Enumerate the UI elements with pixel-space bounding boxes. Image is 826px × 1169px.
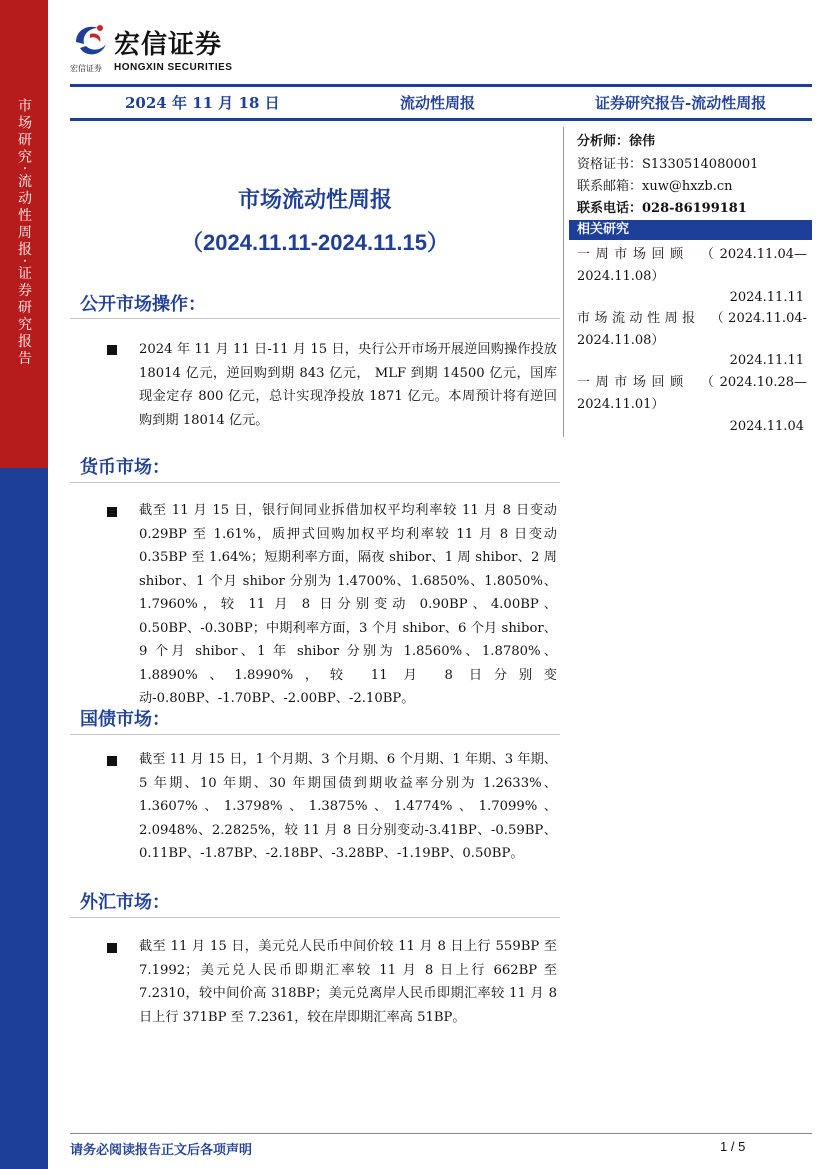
analyst-certificate: 资格证书：S1330514080001	[577, 157, 759, 172]
sidebar-label: 市场研究·流动性周报·证券研究报告	[16, 98, 32, 368]
column-divider	[563, 127, 564, 437]
report-category: 证券研究报告-流动性周报	[595, 94, 767, 112]
section-rule	[70, 917, 560, 918]
sidebar-blue-band	[0, 468, 48, 1169]
header-bottom-rule	[70, 118, 812, 121]
bullet-marker	[107, 345, 117, 355]
header-top-rule	[70, 84, 812, 87]
related-item-date: 2024.11.11	[729, 353, 804, 368]
related-item-title[interactable]: 市场流动性周报 （2024.11.04-2024.11.08）	[577, 311, 807, 348]
section-heading-open-market: 公开市场操作：	[80, 294, 206, 315]
analyst-phone: 联系电话：028-86199181	[577, 201, 747, 216]
logo-small-name: 宏信证券	[70, 64, 102, 73]
logo-english-name: HONGXIN SECURITIES	[114, 62, 233, 73]
sidebar-label-wrap	[14, 98, 34, 368]
footer-disclaimer[interactable]: 请务必阅读报告正文后各项声明	[70, 1143, 253, 1158]
related-research-heading: 相关研究	[569, 220, 812, 240]
analyst-name: 分析师：徐伟	[577, 134, 656, 149]
report-type: 流动性周报	[400, 94, 476, 112]
footer-rule	[70, 1133, 812, 1134]
section-paragraph: 2024 年 11 月 11 日-11 月 15 日，央行公开市场开展逆回购操作投放 18014 亿元，逆回购到期 843 亿元， MLF 到期 14500 亿元，国库现金定存 800 亿元，总计实现净投放 1871 亿元。本周预计将有逆回购到期 18014 亿元。	[139, 342, 557, 428]
bullet-marker	[107, 943, 117, 953]
related-item-title[interactable]: 一周市场回顾 （2024.10.28—2024.11.01）	[577, 375, 807, 412]
section-rule	[70, 482, 560, 483]
section-rule	[70, 734, 560, 735]
section-heading-treasury-market: 国债市场：	[80, 709, 170, 730]
related-item-date: 2024.11.11	[729, 290, 804, 305]
section-heading-money-market: 货币市场：	[80, 457, 170, 478]
section-rule	[70, 318, 560, 319]
report-date: 2024 年 11 月 18 日	[125, 94, 280, 112]
logo-chinese-name: 宏信证券	[114, 30, 223, 60]
bullet-marker	[107, 507, 117, 517]
company-logo	[70, 20, 250, 76]
hongxin-logo-icon	[70, 20, 110, 60]
analyst-email: 联系邮箱：xuw@hxzb.cn	[577, 179, 733, 194]
report-period: （2024.11.11-2024.11.15）	[181, 230, 449, 255]
sidebar	[0, 0, 48, 1169]
section-heading-fx-market: 外汇市场：	[80, 892, 170, 913]
section-paragraph: 截至 11 月 15 日，1 个月期、3 个月期、6 个月期、1 年期、3 年期、5 年期、10 年期、30 年期国债到期收益率分别为 1.2633%、1.3607%、1.3798%、1.3875%、1.4774%、1.7099%、2.0948%、2.2825%，较 11 月 8 日分别变动-3.41BP、-0.59BP、0.11BP、-1.87BP、-2.18BP、-3.28BP、-1.19BP、0.50BP。	[139, 752, 557, 861]
related-item-date: 2024.11.04	[729, 419, 804, 434]
bullet-marker	[107, 756, 117, 766]
section-paragraph: 截至 11 月 15 日，美元兑人民币中间价较 11 月 8 日上行 559BP 至 7.1992；美元兑人民币即期汇率较 11 月 8 日上行 662BP 至 7.2310，较中间价高 318BP；美元兑离岸人民币即期汇率较 11 月 8 日上行 371BP 至 7.2361，较在岸即期汇率高 51BP。	[139, 939, 557, 1025]
related-item-title[interactable]: 一周市场回顾 （2024.11.04—2024.11.08）	[577, 247, 807, 284]
section-paragraph: 截至 11 月 15 日，银行间同业拆借加权平均利率较 11 月 8 日变动 0.29BP 至 1.61%，质押式回购加权平均利率较 11 月 8 日变动 0.35BP 至 1.64%；短期利率方面，隔夜 shibor、1 周 shibor、2 周 shibor、1 个月 shibor 分别为 1.4700%、1.6850%、1.8050%、1.7960%，较 11 月 8 日分别变动 0.90BP、4.00BP、0.50BP、-0.30BP；中期利率方面，3 个月 shibor、6 个月 shibor、9 个月 shibor、1 年 shibor 分别为 1.8560%、1.8780%、1.8890%、1.8990%，较 11 月 8 日分别变动-0.80BP、-1.70BP、-2.00BP、-2.10BP。	[139, 503, 557, 706]
page-title: 市场流动性周报	[237, 187, 392, 213]
page-number: 1 / 5	[720, 1139, 746, 1154]
